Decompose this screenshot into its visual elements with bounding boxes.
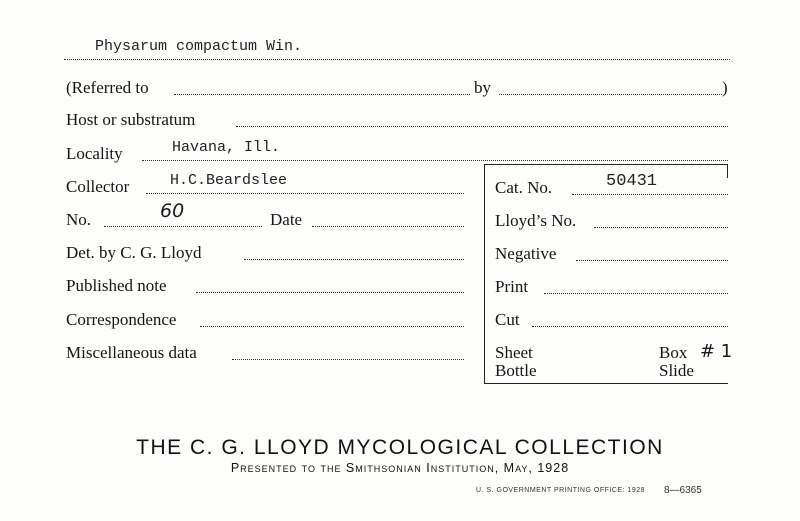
species-name: Physarum compactum Win. [95,38,303,55]
box-value: # 1 [700,341,733,362]
miscellaneous-label: Miscellaneous data [66,343,197,362]
collector-line [146,193,464,194]
locality-line [142,160,728,161]
form-number: 8—6365 [664,485,702,496]
cat-no-value: 50431 [606,172,658,191]
no-line [104,226,262,227]
collection-title: THE C. G. LLOYD MYCOLOGICAL COLLECTION [136,436,664,459]
cat-no-line [572,194,728,195]
negative-line [576,260,728,261]
det-by-label: Det. by C. G. Lloyd [66,243,202,262]
host-label: Host or substratum [66,110,196,129]
lloyds-no-label: Lloyd’s No. [495,211,577,230]
date-line [312,226,464,227]
box-left-border [484,164,485,384]
miscellaneous-line [232,359,464,360]
published-note-label: Published note [66,276,167,295]
published-note-line [196,292,464,293]
by-line [499,94,722,95]
no-value: 60 [160,200,185,222]
cut-line [532,326,728,327]
box-label: Box [659,343,688,362]
locality-value: Havana, Ill. [172,139,281,156]
by-label: by [474,78,491,97]
locality-label: Locality [66,144,123,163]
date-label: Date [270,210,303,229]
host-line [236,126,728,127]
bottle-label: Bottle [495,361,537,380]
det-by-line [244,259,464,260]
collector-value: H.C.Beardslee [170,172,288,189]
box-top-border [484,164,728,165]
cut-label: Cut [495,310,520,329]
collector-label: Collector [66,177,130,196]
referred-to-label: (Referred to [66,78,149,97]
print-line [544,293,728,294]
printing-office-imprint: U. S. GOVERNMENT PRINTING OFFICE: 1928 [476,487,646,494]
box-bottom-border [484,383,728,384]
correspondence-label: Correspondence [66,310,177,329]
negative-label: Negative [495,244,557,263]
slide-label: Slide [659,361,694,380]
collection-subtitle: Presented to the Smithsonian Institution, May, 1928 [230,461,570,475]
no-label: No. [66,210,92,229]
box-right-border [727,164,728,178]
referred-to-line [174,94,470,95]
sheet-label: Sheet [495,343,533,362]
species-name-line [64,59,730,60]
referred-close-paren: ) [722,78,728,97]
lloyds-no-line [594,227,728,228]
print-label: Print [495,277,529,296]
cat-no-label: Cat. No. [495,178,553,197]
correspondence-line [200,326,464,327]
